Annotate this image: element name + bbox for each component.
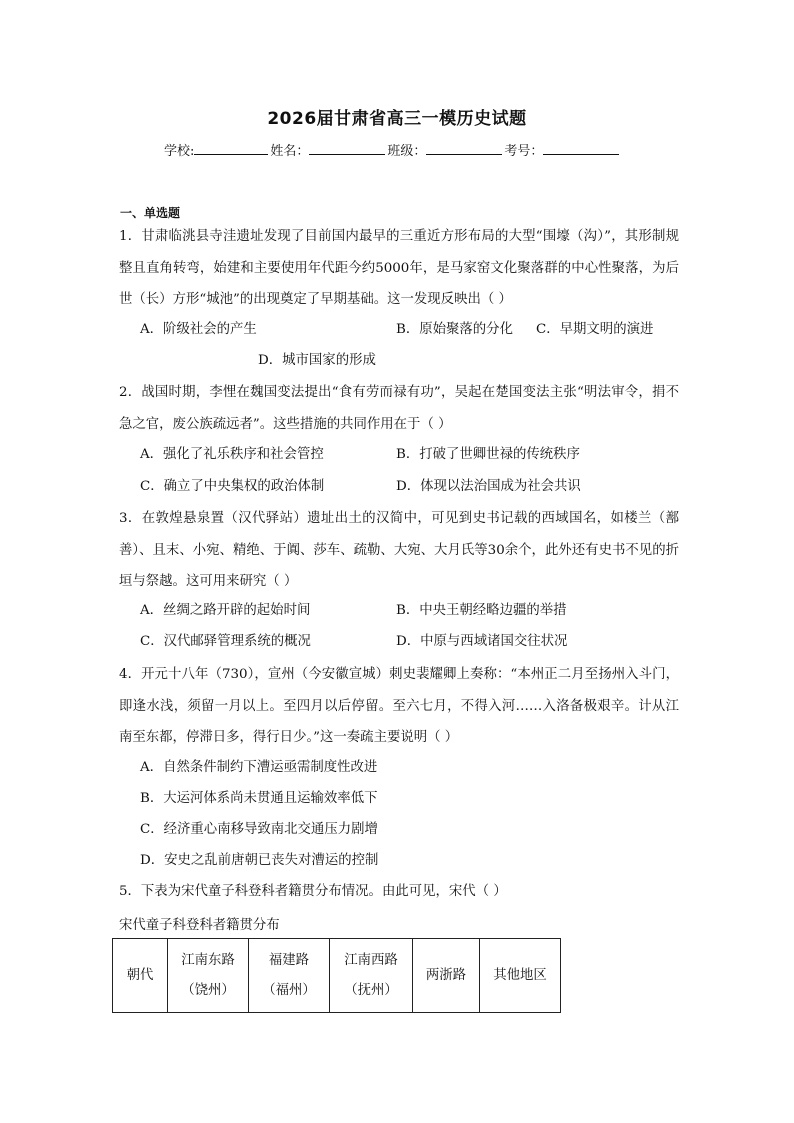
table-caption: 宋代童子科登科者籍贯分布	[119, 918, 280, 933]
question-4-stem: 4．开元十八年（730），宣州（今安徽宣城）刺史裴耀卿上奏称：“本州正二月至扬州入斗门，即逢水浅，须留一月以上。至四月以后停留。至六七月，不得入河……入洛备极艰辛。计从江南至东都，停滞日多，得行日少。”这一奏疏主要说明（ ）	[119, 667, 679, 745]
question-5-stem: 5．下表为宋代童子科登科者籍贯分布情况。由此可见，宋代（ ）	[119, 884, 507, 899]
table-header-cell: 其他地区	[480, 939, 561, 1013]
question-1-option-c[interactable]: C．早期文明的演进	[536, 322, 654, 337]
section-title: 一、单选题	[120, 206, 181, 220]
question-1-stem: 1．甘肃临洮县寺洼遗址发现了目前国内最早的三重近方形布局的大型“围壕（沟）”，其形制规整且直角转弯，始建和主要使用年代距今约5000年，是马家窑文化聚落群的中心性聚落，为后世（长）方形“城池”的出现奠定了早期基础。这一发现反映出（ ）	[119, 229, 679, 307]
name-label: 姓名：	[270, 144, 310, 159]
question-4-option-b[interactable]: B．大运河体系尚未贯通且运输效率低下	[140, 791, 378, 806]
question-3-option-c[interactable]: C．汉代邮驿管理系统的概况	[140, 634, 311, 649]
exam-no-blank[interactable]	[543, 141, 619, 155]
exam-no-label: 考号：	[504, 144, 544, 159]
question-2-option-b[interactable]: B．打破了世卿世禄的传统秩序	[396, 447, 580, 462]
question-2-stem: 2．战国时期，李悝在魏国变法提出“食有劳而禄有功”，吴起在楚国变法主张“明法审令，捐不急之官，废公族疏远者”。这些措施的共同作用在于（ ）	[119, 385, 679, 432]
table-header-cell: 两浙路	[413, 939, 480, 1013]
question-3-option-d[interactable]: D．中原与西域诸国交往状况	[396, 634, 568, 649]
question-1-option-a[interactable]: A．阶级社会的产生	[140, 322, 257, 337]
question-2-option-c[interactable]: C．确立了中央集权的政治体制	[140, 479, 325, 494]
table-header-row	[113, 939, 561, 1013]
question-4-option-c[interactable]: C．经济重心南移导致南北交通压力剧增	[140, 822, 378, 837]
table-header-cell: 江南西路 （抚州）	[330, 939, 413, 1013]
distribution-table	[112, 938, 561, 1013]
student-info-line	[164, 140, 644, 159]
name-blank[interactable]	[309, 141, 385, 155]
class-label: 班级：	[387, 144, 427, 159]
question-3-stem: 3．在敦煌悬泉置（汉代驿站）遗址出土的汉简中，可见到史书记载的西域国名，如楼兰（鄯善）、且末、小宛、精绝、于阗、莎车、疏勒、大宛、大月氏等30余个，此外还有史书不见的折垣与祭越。这可用来研究（ ）	[119, 511, 679, 589]
question-3-option-a[interactable]: A．丝绸之路开辟的起始时间	[140, 603, 311, 618]
question-3-option-b[interactable]: B．中央王朝经略边疆的举措	[396, 603, 567, 618]
table-header-cell: 朝代	[113, 939, 168, 1013]
question-1-option-d[interactable]: D．城市国家的形成	[258, 353, 376, 368]
question-2-option-d[interactable]: D．体现以法治国成为社会共识	[396, 479, 581, 494]
table-header-cell: 江南东路 （饶州）	[168, 939, 249, 1013]
school-label: 学校:	[164, 144, 195, 159]
class-blank[interactable]	[426, 141, 502, 155]
exam-title: 2026届甘肃省高三一模历史试题	[267, 109, 527, 129]
school-blank[interactable]	[194, 141, 268, 155]
question-1-option-b[interactable]: B．原始聚落的分化	[396, 322, 513, 337]
question-4-option-d[interactable]: D．安史之乱前唐朝已丧失对漕运的控制	[140, 853, 379, 868]
question-2-option-a[interactable]: A．强化了礼乐秩序和社会管控	[140, 447, 324, 462]
question-4-option-a[interactable]: A．自然条件制约下漕运亟需制度性改进	[140, 760, 378, 775]
table-header-cell: 福建路 （福州）	[249, 939, 330, 1013]
